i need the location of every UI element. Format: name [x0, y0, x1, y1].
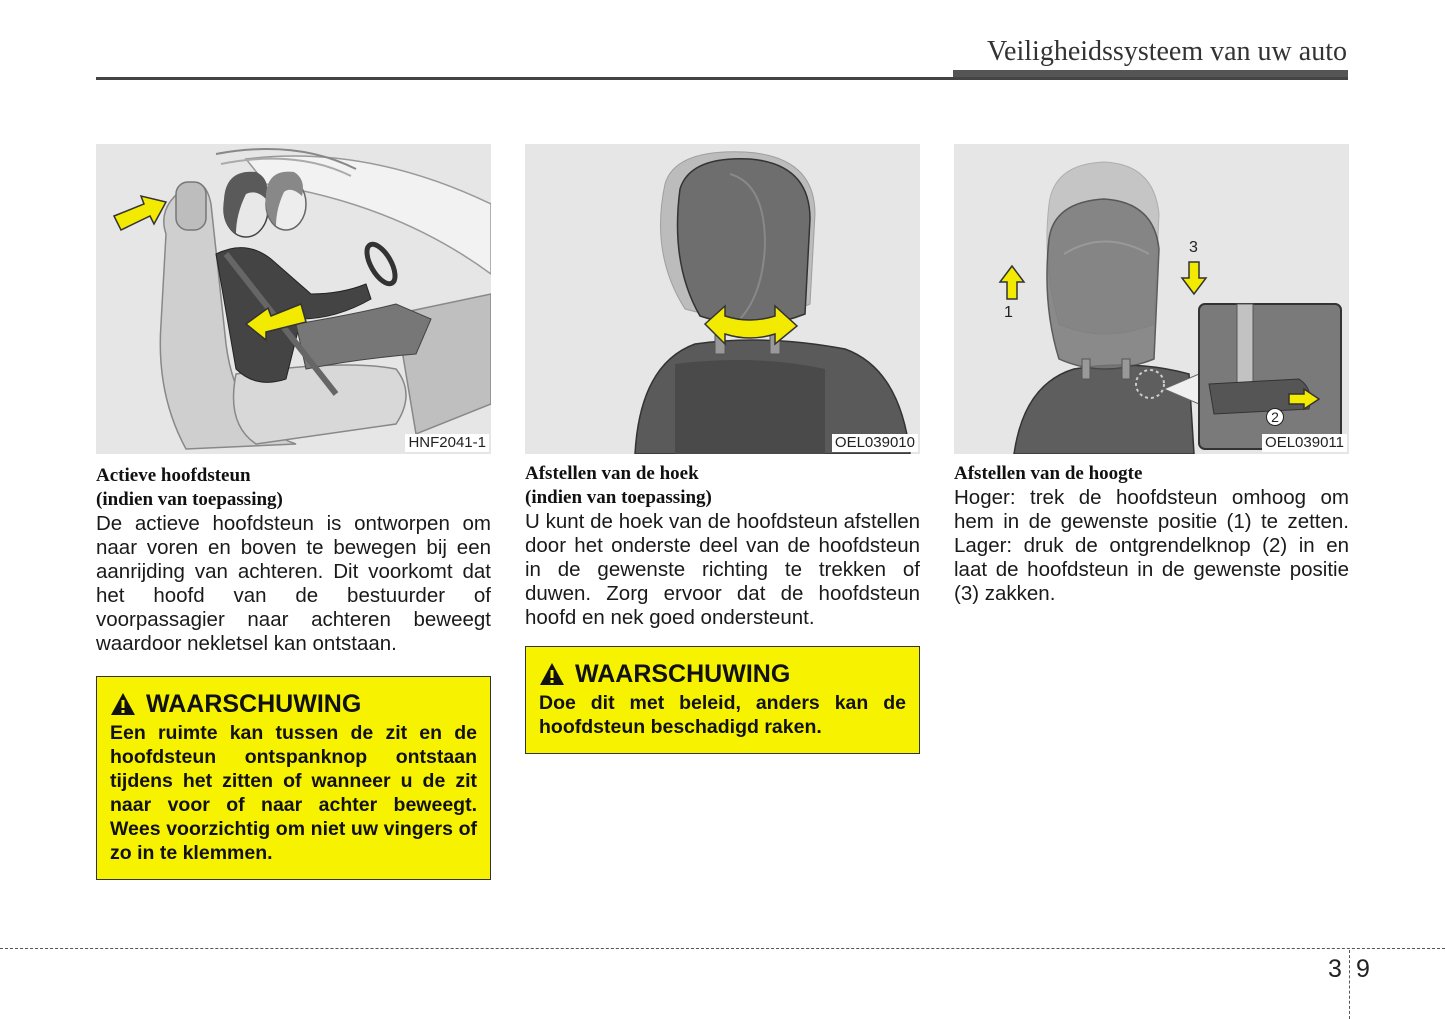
figure-active-headrest	[96, 144, 491, 454]
column-height-adjust	[954, 144, 1349, 606]
figure-height-adjust	[954, 144, 1349, 454]
heading-line: (indien van toepassing)	[525, 487, 712, 508]
callout-1: 1	[1004, 304, 1013, 321]
figure-code: HNF2041-1	[405, 434, 489, 452]
warning-title-text: WAARSCHUWING	[575, 660, 791, 688]
figure-angle-adjust	[525, 144, 920, 454]
figure-code: OEL039011	[1262, 434, 1347, 452]
warning-box	[96, 676, 491, 880]
page-header-title: Veiligheidssysteem van uw auto	[986, 36, 1347, 67]
driver-seat-illustration	[96, 144, 491, 454]
callout-3: 3	[1189, 239, 1198, 256]
up-arrow	[1000, 266, 1024, 299]
figure-code: OEL039010	[832, 434, 918, 452]
warning-text: Doe dit met beleid, anders kan de hoofdsteun beschadigd raken.	[539, 692, 906, 738]
heading-line: Actieve hoofdsteun	[96, 465, 251, 486]
column-active-headrest	[96, 144, 491, 880]
footer-vertical-rule	[1349, 950, 1350, 1019]
down-arrow	[1182, 262, 1206, 294]
warning-title	[110, 689, 477, 719]
heading-line: Afstellen van de hoek	[525, 463, 699, 484]
warning-title	[539, 659, 906, 689]
header-rule	[96, 77, 1348, 80]
heading-line: Afstellen van de hoogte	[954, 463, 1143, 484]
warning-triangle-icon	[110, 692, 136, 716]
column-angle-adjust	[525, 144, 920, 754]
footer-dashed-rule	[0, 948, 1445, 949]
page-number: 9	[1356, 955, 1370, 983]
warning-triangle-icon	[539, 662, 565, 686]
warning-text: Een ruimte kan tussen de zit en de hoofdsteun ontspanknop ontstaan tijdens het zitten of wanneer u de zit naar voor of naar achter beweegt. Wees voorzichtig om niet uw vingers of zo in te klemmen.	[110, 722, 477, 864]
section-heading	[954, 462, 1349, 486]
body-text: U kunt de hoek van de hoofdsteun afstellen door het onderste deel van de hoofdsteun in de gewenste richting te trekken of duwen. Zorg ervoor dat de hoofdsteun hoofd en nek goed ondersteunt.	[525, 510, 920, 629]
headrest-height-illustration	[954, 144, 1349, 454]
warning-title-text: WAARSCHUWING	[146, 690, 362, 718]
warning-box	[525, 646, 920, 754]
chapter-number: 3	[1328, 955, 1342, 983]
headrest-angle-illustration	[525, 144, 920, 454]
callout-2: 2	[1266, 408, 1284, 426]
section-heading	[525, 462, 920, 510]
body-text: Hoger: trek de hoofdsteun omhoog om hem in de gewenste positie (1) te zetten. Lager: druk de ontgrendelknop (2) in en laat de hoofdsteun in de gewenste positie (3) zakken.	[954, 486, 1349, 605]
body-text: De actieve hoofdsteun is ontworpen om naar voren en boven te bewegen bij een aanrijding van achteren. Dit voorkomt dat het hoofd van de bestuurder of voorpassagier naar achteren beweegt waardoor nekletsel kan ontstaan.	[96, 512, 491, 655]
heading-line: (indien van toepassing)	[96, 489, 283, 510]
section-heading	[96, 464, 491, 512]
forward-up-arrow	[114, 196, 166, 230]
